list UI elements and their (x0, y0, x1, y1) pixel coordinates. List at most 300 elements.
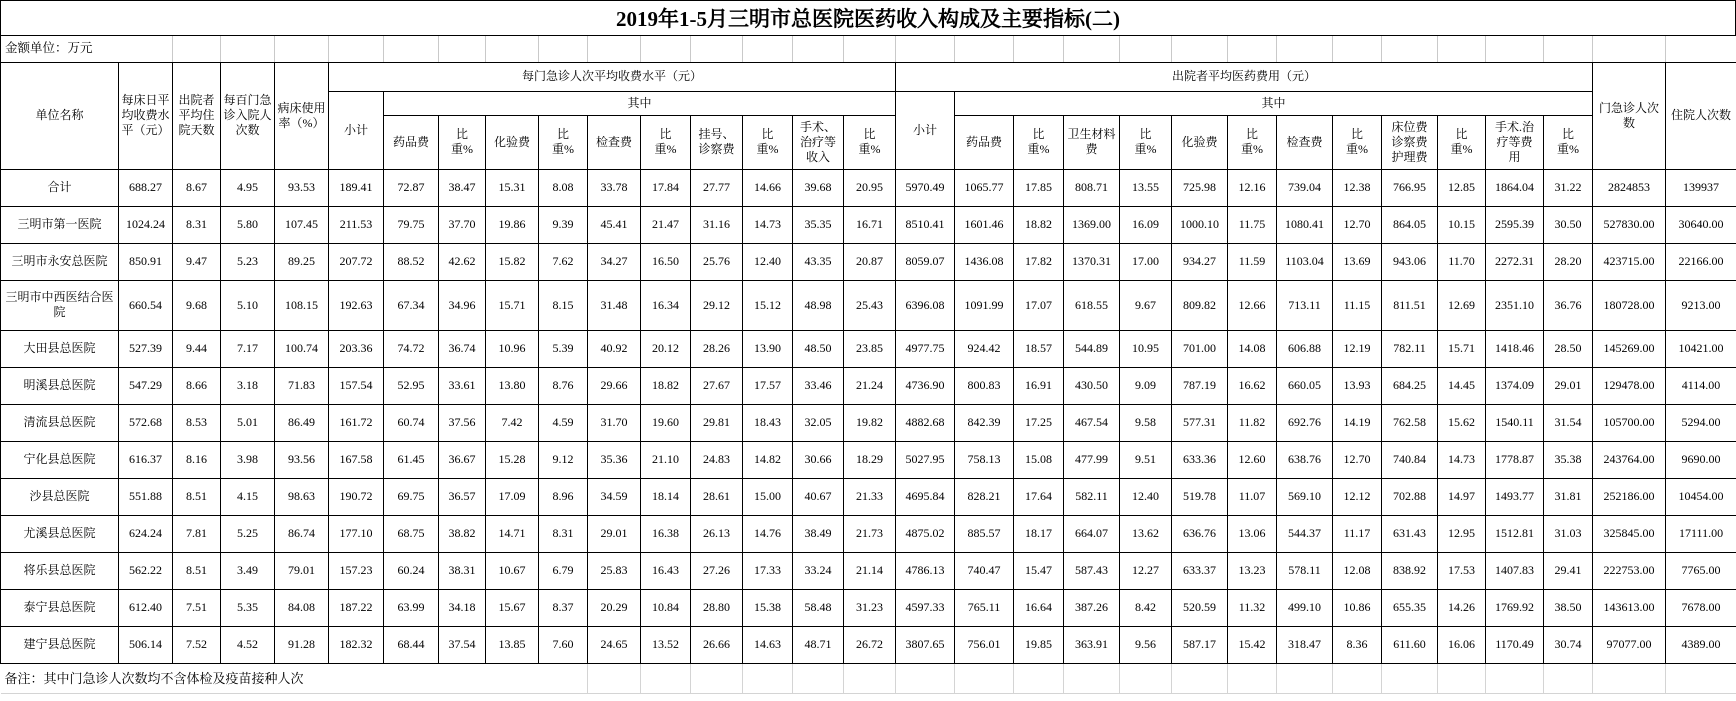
value-cell: 10.67 (486, 552, 539, 589)
value-cell: 58.48 (793, 589, 844, 626)
value-cell: 1493.77 (1486, 478, 1544, 515)
row-name-cell: 三明市中西医结合医院 (1, 280, 119, 330)
value-cell: 9.67 (1120, 280, 1172, 330)
value-cell: 2595.39 (1486, 206, 1544, 243)
grid-cell-empty (793, 36, 844, 62)
value-cell: 29.81 (691, 404, 743, 441)
value-cell: 71.83 (275, 367, 329, 404)
grid-cell-empty (1593, 663, 1666, 693)
value-cell: 12.08 (1333, 552, 1382, 589)
value-cell: 27.26 (691, 552, 743, 589)
value-cell: 11.07 (1228, 478, 1277, 515)
value-cell: 35.38 (1544, 441, 1593, 478)
header-outpatient-visits: 门急诊人次数 (1593, 62, 1666, 169)
value-cell: 12.12 (1333, 478, 1382, 515)
value-cell: 86.74 (275, 515, 329, 552)
value-cell: 48.50 (793, 330, 844, 367)
value-cell: 17.82 (1014, 243, 1064, 280)
value-cell: 633.36 (1172, 441, 1228, 478)
value-cell: 33.24 (793, 552, 844, 589)
value-cell: 143613.00 (1593, 589, 1666, 626)
value-cell: 26.13 (691, 515, 743, 552)
value-cell: 12.40 (743, 243, 793, 280)
value-cell: 19.85 (1014, 626, 1064, 663)
value-cell: 9.09 (1120, 367, 1172, 404)
value-cell: 5.35 (221, 589, 275, 626)
value-cell: 189.41 (329, 169, 384, 206)
value-cell: 702.88 (1382, 478, 1438, 515)
value-cell: 13.90 (743, 330, 793, 367)
header-percent-share: 比重% (1333, 115, 1382, 169)
value-cell: 252186.00 (1593, 478, 1666, 515)
value-cell: 527830.00 (1593, 206, 1666, 243)
value-cell: 4786.13 (896, 552, 955, 589)
value-cell: 4.95 (221, 169, 275, 206)
value-cell: 19.82 (844, 404, 896, 441)
value-cell: 38.82 (439, 515, 486, 552)
value-cell: 520.59 (1172, 589, 1228, 626)
value-cell: 18.82 (1014, 206, 1064, 243)
value-cell: 21.33 (844, 478, 896, 515)
value-cell: 17.85 (1014, 169, 1064, 206)
value-cell: 624.24 (119, 515, 173, 552)
value-cell: 1512.81 (1486, 515, 1544, 552)
value-cell: 14.73 (743, 206, 793, 243)
grid-cell-empty (955, 36, 1014, 62)
value-cell: 17.53 (1438, 552, 1486, 589)
value-cell: 5.23 (221, 243, 275, 280)
value-cell: 52.95 (384, 367, 439, 404)
value-cell: 36.57 (439, 478, 486, 515)
value-cell: 14.45 (1438, 367, 1486, 404)
value-cell: 9.39 (539, 206, 588, 243)
value-cell: 16.91 (1014, 367, 1064, 404)
value-cell: 48.71 (793, 626, 844, 663)
value-cell: 28.26 (691, 330, 743, 367)
row-name-cell: 沙县总医院 (1, 478, 119, 515)
header-outpatient-subtotal: 小计 (329, 91, 384, 169)
value-cell: 36.76 (1544, 280, 1593, 330)
value-cell: 3.49 (221, 552, 275, 589)
value-cell: 6396.08 (896, 280, 955, 330)
value-cell: 12.16 (1228, 169, 1277, 206)
value-cell: 69.75 (384, 478, 439, 515)
value-cell: 1778.87 (1486, 441, 1544, 478)
value-cell: 9.12 (539, 441, 588, 478)
value-cell: 1170.49 (1486, 626, 1544, 663)
value-cell: 18.29 (844, 441, 896, 478)
value-cell: 79.75 (384, 206, 439, 243)
header-inpatient-visits: 住院人次数 (1666, 62, 1736, 169)
value-cell: 8.51 (173, 478, 221, 515)
value-cell: 12.95 (1438, 515, 1486, 552)
grid-cell-empty (1486, 36, 1544, 62)
value-cell: 363.91 (1064, 626, 1120, 663)
value-cell: 631.43 (1382, 515, 1438, 552)
value-cell: 32.05 (793, 404, 844, 441)
value-cell: 40.92 (588, 330, 641, 367)
value-cell: 21.10 (641, 441, 691, 478)
value-cell: 29.12 (691, 280, 743, 330)
value-cell: 766.95 (1382, 169, 1438, 206)
value-cell: 26.66 (691, 626, 743, 663)
value-cell: 19.60 (641, 404, 691, 441)
value-cell: 7.62 (539, 243, 588, 280)
grid-cell-empty (588, 663, 641, 693)
value-cell: 8059.07 (896, 243, 955, 280)
value-cell: 8.15 (539, 280, 588, 330)
value-cell: 129478.00 (1593, 367, 1666, 404)
value-cell: 562.22 (119, 552, 173, 589)
value-cell: 4597.33 (896, 589, 955, 626)
grid-cell-empty (1228, 36, 1277, 62)
value-cell: 765.11 (955, 589, 1014, 626)
grid-cell-empty (844, 36, 896, 62)
value-cell: 15.62 (1438, 404, 1486, 441)
grid-cell-empty (275, 36, 329, 62)
value-cell: 12.38 (1333, 169, 1382, 206)
value-cell: 618.55 (1064, 280, 1120, 330)
table-row (1, 441, 1736, 478)
grid-cell-empty (1064, 663, 1120, 693)
value-cell: 8.51 (173, 552, 221, 589)
grid-cell-empty (329, 36, 384, 62)
value-cell: 17.64 (1014, 478, 1064, 515)
grid-cell-empty (1438, 663, 1486, 693)
value-cell: 31.23 (844, 589, 896, 626)
value-cell: 108.15 (275, 280, 329, 330)
table-row (1, 367, 1736, 404)
value-cell: 4389.00 (1666, 626, 1736, 663)
value-cell: 1091.99 (955, 280, 1014, 330)
header-percent-share: 比重% (439, 115, 486, 169)
value-cell: 28.20 (1544, 243, 1593, 280)
row-name-cell: 建宁县总医院 (1, 626, 119, 663)
value-cell: 100.74 (275, 330, 329, 367)
grid-cell-empty (1333, 36, 1382, 62)
header-admissions-per100: 每百门急诊入院人次数 (221, 62, 275, 169)
value-cell: 16.43 (641, 552, 691, 589)
value-cell: 89.25 (275, 243, 329, 280)
value-cell: 11.15 (1333, 280, 1382, 330)
grid-cell-empty (384, 36, 439, 62)
value-cell: 5.39 (539, 330, 588, 367)
header-fee-item: 挂号、诊察费 (691, 115, 743, 169)
value-cell: 15.71 (1438, 330, 1486, 367)
value-cell: 9213.00 (1666, 280, 1736, 330)
table-row (1, 169, 1736, 206)
row-name-cell: 合计 (1, 169, 119, 206)
grid-cell-empty (691, 36, 743, 62)
value-cell: 17.00 (1120, 243, 1172, 280)
value-cell: 638.76 (1277, 441, 1333, 478)
header-percent-share: 比重% (844, 115, 896, 169)
value-cell: 10421.00 (1666, 330, 1736, 367)
value-cell: 1601.46 (955, 206, 1014, 243)
value-cell: 1000.10 (1172, 206, 1228, 243)
value-cell: 5.10 (221, 280, 275, 330)
value-cell: 43.35 (793, 243, 844, 280)
value-cell: 587.43 (1064, 552, 1120, 589)
value-cell: 477.99 (1064, 441, 1120, 478)
value-cell: 13.85 (486, 626, 539, 663)
value-cell: 864.05 (1382, 206, 1438, 243)
value-cell: 14.71 (486, 515, 539, 552)
value-cell: 544.37 (1277, 515, 1333, 552)
value-cell: 8.31 (539, 515, 588, 552)
value-cell: 97077.00 (1593, 626, 1666, 663)
value-cell: 7.52 (173, 626, 221, 663)
value-cell: 3807.65 (896, 626, 955, 663)
value-cell: 15.82 (486, 243, 539, 280)
value-cell: 74.72 (384, 330, 439, 367)
value-cell: 811.51 (1382, 280, 1438, 330)
value-cell: 13.69 (1333, 243, 1382, 280)
value-cell: 4114.00 (1666, 367, 1736, 404)
value-cell: 577.31 (1172, 404, 1228, 441)
header-fee-item: 药品费 (955, 115, 1014, 169)
grid-cell-empty (896, 663, 955, 693)
value-cell: 9.56 (1120, 626, 1172, 663)
value-cell: 25.43 (844, 280, 896, 330)
value-cell: 7678.00 (1666, 589, 1736, 626)
page-title: 2019年1-5月三明市总医院医药收入构成及主要指标(二) (0, 0, 1736, 36)
value-cell: 850.91 (119, 243, 173, 280)
value-cell: 12.27 (1120, 552, 1172, 589)
value-cell: 660.54 (119, 280, 173, 330)
row-name-cell: 三明市永安总医院 (1, 243, 119, 280)
value-cell: 756.01 (955, 626, 1014, 663)
value-cell: 16.06 (1438, 626, 1486, 663)
value-cell: 14.97 (1438, 478, 1486, 515)
value-cell: 157.54 (329, 367, 384, 404)
value-cell: 37.54 (439, 626, 486, 663)
value-cell: 17111.00 (1666, 515, 1736, 552)
grid-cell-empty (1486, 663, 1544, 693)
value-cell: 740.47 (955, 552, 1014, 589)
grid-cell-empty (539, 36, 588, 62)
value-cell: 787.19 (1172, 367, 1228, 404)
value-cell: 633.37 (1172, 552, 1228, 589)
value-cell: 9.68 (173, 280, 221, 330)
grid-cell-empty (439, 36, 486, 62)
value-cell: 9.47 (173, 243, 221, 280)
value-cell: 616.37 (119, 441, 173, 478)
value-cell: 885.57 (955, 515, 1014, 552)
grid-cell-empty (1666, 36, 1736, 62)
value-cell: 17.07 (1014, 280, 1064, 330)
value-cell: 18.82 (641, 367, 691, 404)
value-cell: 13.06 (1228, 515, 1277, 552)
value-cell: 8.31 (173, 206, 221, 243)
grid-cell-empty (1593, 36, 1666, 62)
value-cell: 569.10 (1277, 478, 1333, 515)
grid-cell-empty (588, 36, 641, 62)
value-cell: 61.45 (384, 441, 439, 478)
value-cell: 8.42 (1120, 589, 1172, 626)
value-cell: 6.79 (539, 552, 588, 589)
header-group-inpatient: 出院者平均医药费用（元） (896, 62, 1593, 91)
value-cell: 63.99 (384, 589, 439, 626)
grid-cell-empty (1382, 36, 1438, 62)
value-cell: 7765.00 (1666, 552, 1736, 589)
value-cell: 16.38 (641, 515, 691, 552)
header-percent-share: 比重% (1120, 115, 1172, 169)
grid-cell-empty (1014, 36, 1064, 62)
value-cell: 68.75 (384, 515, 439, 552)
value-cell: 519.78 (1172, 478, 1228, 515)
value-cell: 17.84 (641, 169, 691, 206)
value-cell: 28.61 (691, 478, 743, 515)
header-percent-share: 比重% (1228, 115, 1277, 169)
value-cell: 19.86 (486, 206, 539, 243)
header-percent-share: 比重% (1438, 115, 1486, 169)
value-cell: 18.17 (1014, 515, 1064, 552)
value-cell: 203.36 (329, 330, 384, 367)
value-cell: 12.19 (1333, 330, 1382, 367)
value-cell: 14.19 (1333, 404, 1382, 441)
value-cell: 587.17 (1172, 626, 1228, 663)
value-cell: 84.08 (275, 589, 329, 626)
grid-cell-empty (1172, 663, 1228, 693)
row-name-cell: 清流县总医院 (1, 404, 119, 441)
row-name-cell: 三明市第一医院 (1, 206, 119, 243)
grid-cell-empty (173, 36, 221, 62)
value-cell: 12.70 (1333, 206, 1382, 243)
value-cell: 14.66 (743, 169, 793, 206)
value-cell: 34.27 (588, 243, 641, 280)
value-cell: 740.84 (1382, 441, 1438, 478)
value-cell: 13.23 (1228, 552, 1277, 589)
value-cell: 35.36 (588, 441, 641, 478)
value-cell: 8.76 (539, 367, 588, 404)
value-cell: 664.07 (1064, 515, 1120, 552)
value-cell: 4.52 (221, 626, 275, 663)
value-cell: 25.76 (691, 243, 743, 280)
value-cell: 758.13 (955, 441, 1014, 478)
value-cell: 38.50 (1544, 589, 1593, 626)
value-cell: 692.76 (1277, 404, 1333, 441)
value-cell: 782.11 (1382, 330, 1438, 367)
value-cell: 21.14 (844, 552, 896, 589)
value-cell: 182.32 (329, 626, 384, 663)
row-name-cell: 明溪县总医院 (1, 367, 119, 404)
value-cell: 11.75 (1228, 206, 1277, 243)
value-cell: 38.47 (439, 169, 486, 206)
value-cell: 684.25 (1382, 367, 1438, 404)
value-cell: 14.82 (743, 441, 793, 478)
value-cell: 68.44 (384, 626, 439, 663)
grid-cell-empty (221, 36, 275, 62)
value-cell: 190.72 (329, 478, 384, 515)
value-cell: 37.70 (439, 206, 486, 243)
value-cell: 8.37 (539, 589, 588, 626)
value-cell: 8.36 (1333, 626, 1382, 663)
value-cell: 15.12 (743, 280, 793, 330)
value-cell: 207.72 (329, 243, 384, 280)
value-cell: 30.74 (1544, 626, 1593, 663)
header-inpatient-subtotal: 小计 (896, 91, 955, 169)
value-cell: 12.85 (1438, 169, 1486, 206)
header-fee-item: 检查费 (588, 115, 641, 169)
value-cell: 713.11 (1277, 280, 1333, 330)
value-cell: 924.42 (955, 330, 1014, 367)
grid-cell-empty (641, 36, 691, 62)
value-cell: 31.48 (588, 280, 641, 330)
grid-cell-empty (486, 36, 539, 62)
value-cell: 30.50 (1544, 206, 1593, 243)
header-percent-share: 比重% (1544, 115, 1593, 169)
value-cell: 16.50 (641, 243, 691, 280)
value-cell: 701.00 (1172, 330, 1228, 367)
value-cell: 1370.31 (1064, 243, 1120, 280)
value-cell: 12.66 (1228, 280, 1277, 330)
value-cell: 325845.00 (1593, 515, 1666, 552)
value-cell: 42.62 (439, 243, 486, 280)
value-cell: 934.27 (1172, 243, 1228, 280)
value-cell: 24.83 (691, 441, 743, 478)
value-cell: 18.57 (1014, 330, 1064, 367)
value-cell: 828.21 (955, 478, 1014, 515)
value-cell: 177.10 (329, 515, 384, 552)
table-row (1, 626, 1736, 663)
value-cell: 67.34 (384, 280, 439, 330)
table-row (1, 206, 1736, 243)
value-cell: 1369.00 (1064, 206, 1120, 243)
value-cell: 18.43 (743, 404, 793, 441)
grid-cell-empty (844, 663, 896, 693)
value-cell: 14.26 (1438, 589, 1486, 626)
value-cell: 4882.68 (896, 404, 955, 441)
value-cell: 16.62 (1228, 367, 1277, 404)
grid-cell-empty (793, 663, 844, 693)
row-name-cell: 宁化县总医院 (1, 441, 119, 478)
value-cell: 31.03 (1544, 515, 1593, 552)
unit-note: 金额单位：万元 (1, 36, 173, 62)
value-cell: 1540.11 (1486, 404, 1544, 441)
value-cell: 29.01 (1544, 367, 1593, 404)
value-cell: 33.46 (793, 367, 844, 404)
value-cell: 13.93 (1333, 367, 1382, 404)
value-cell: 636.76 (1172, 515, 1228, 552)
grid-cell-empty (1120, 36, 1172, 62)
value-cell: 1080.41 (1277, 206, 1333, 243)
value-cell: 506.14 (119, 626, 173, 663)
value-cell: 10.86 (1333, 589, 1382, 626)
value-cell: 10.84 (641, 589, 691, 626)
value-cell: 17.09 (486, 478, 539, 515)
value-cell: 15.28 (486, 441, 539, 478)
value-cell: 180728.00 (1593, 280, 1666, 330)
value-cell: 8510.41 (896, 206, 955, 243)
value-cell: 582.11 (1064, 478, 1120, 515)
value-cell: 167.58 (329, 441, 384, 478)
grid-cell-empty (691, 663, 743, 693)
value-cell: 26.72 (844, 626, 896, 663)
value-cell: 12.40 (1120, 478, 1172, 515)
value-cell: 1374.09 (1486, 367, 1544, 404)
value-cell: 31.54 (1544, 404, 1593, 441)
value-cell: 33.61 (439, 367, 486, 404)
header-percent-share: 比重% (743, 115, 793, 169)
value-cell: 1065.77 (955, 169, 1014, 206)
value-cell: 7.51 (173, 589, 221, 626)
value-cell: 5294.00 (1666, 404, 1736, 441)
value-cell: 31.70 (588, 404, 641, 441)
value-cell: 318.47 (1277, 626, 1333, 663)
header-row-groups (1, 62, 1736, 91)
value-cell: 660.05 (1277, 367, 1333, 404)
